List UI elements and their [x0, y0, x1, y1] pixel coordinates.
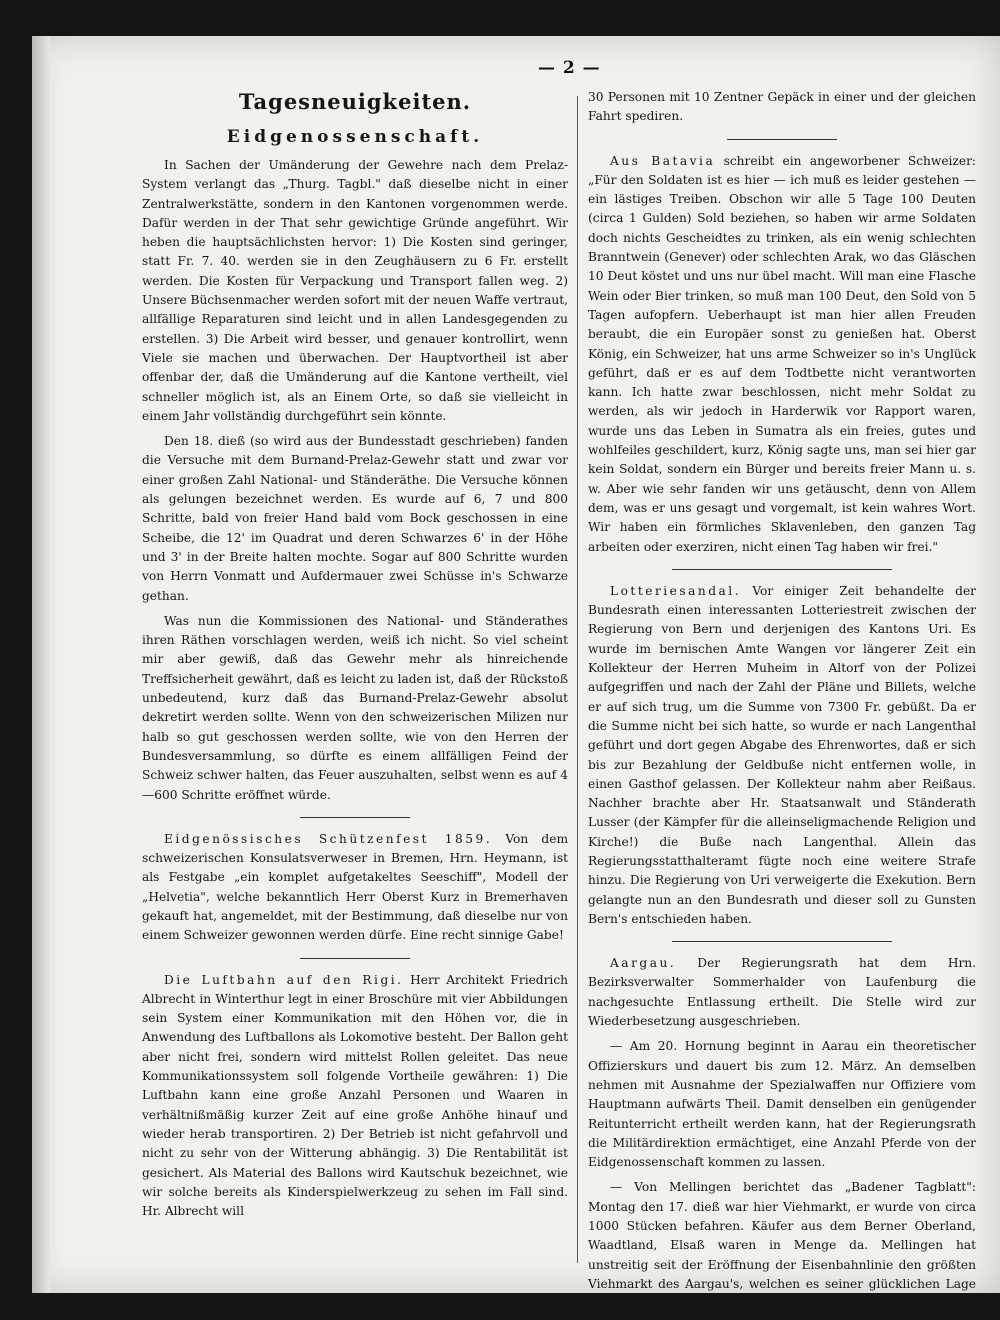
page-title: Tagesneuigkeiten. — [238, 89, 472, 114]
article-paragraph: 30 Personen mit 10 Zentner Gepäck in einer und der gleichen Fahrt spediren. — [588, 90, 976, 124]
article-paragraph: Aus Batavia schreibt ein angeworbener Schweizer: „Für den Soldaten ist es hier — ich muß es leider gestehen — ein lästiges Treiben. Obschon wir alle 5 Tage 100 Deuten (circa 1 Gulden) Sold beziehen, so haben wir arme Soldaten doch nichts Gescheidtes zu trinken, als ein wenig schlechten Branntwein (Genever) oder schlechten Arak, wo das Gläschen 10 Deut köstet und uns nur übel macht. Will man eine Flasche Wein oder Bier trinken, so muß man 100 Deut, den Sold von 5 Tagen aufopfern. Ueberhaupt ist man hier allen Freuden beraubt, die ein Europäer sonst zu genießen hat. Oberst König, ein Schweizer, hat uns arme Schweizer so in's Unglück geführt, daß er es auf dem Todtbette nicht verantworten kann. Ich hatte zwar beschlossen, nicht mehr Soldat zu werden, als wir jedoch in Harderwik vor Rapport waren, wurde uns das Leben in Sumatra als ein freies, gutes und wohlfeiles geschildert, kurz, König sagte uns, man sei hier gar kein Soldat, sondern ein Bürger und bereits freier Mann u. s. w. Aber wie sehr fanden wir uns getäuscht, denn von Allem dem, was er uns gesagt und vorgemalt, ist kein wahres Wort. Wir haben ein förmliches Sklavenleben, den ganzen Tag arbeiten oder exerziren, nicht einen Tag haben wir frei." — [588, 153, 976, 554]
article-paragraph: Den 18. dieß (so wird aus der Bundesstadt geschrieben) fanden die Versuche mit dem Burnand-Prelaz-Gewehr statt und zwar vor einer großen Zahl National- und Ständeräthe. Die Versuche können als gelungen bezeichnet werden. Es wurde auf 6, 7 und 800 Schritte, bald von freier Hand bald vom Bock geschossen in eine Scheibe, die 12' im Quadrat und deren Schwarzes 6' in der Höhe und 3' in der Breite halten mochte. Sogar auf 800 Schritte wurden von Herrn Vonmatt und Aufdermauer zwei Schüsse in's Schwarze gethan. — [142, 434, 568, 603]
article-paragraph: Die Luftbahn auf den Rigi. Herr Architekt Friedrich Albrecht in Winterthur legt in einer Broschüre mit vier Abbildungen sein System einer Kommunikation mit den Höhen vor, die in Anwendung des Luftballons als Lokomotive besteht. Der Ballon geht aber nicht frei, sondern wird mittelst Rollen geleitet. Das neue Kommunikationssystem soll folgende Vortheile gewähren: 1) Die Luftbahn kann eine große Anzahl Personen und Waaren in verhältnißmäßig kurzer Zeit auf eine große Anhöhe hinauf und wieder herab transportiren. 2) Der Betrieb ist nicht gefahrvoll und nicht zu sehr von der Witterung abhängig. 3) Die Rentabilität ist gesichert. Als Material des Ballons wird Kautschuk bezeichnet, wie wir solche bereits als Kinderspielwerkzeug zu sehen im Fall sind. Hr. Albrecht will — [142, 972, 569, 1219]
article-paragraph: Aargau. Der Regierungsrath hat dem Hrn. Bezirksverwalter Sommerhalder von Laufenburg die nachgesuchte Entlassung ertheilt. Die Stelle wird zur Wiederbesetzung ausgeschrieben. — [588, 956, 976, 1029]
article-lead: Eidgenössisches Schützenfest 1859. — [164, 831, 493, 846]
column-divider — [577, 96, 578, 1263]
article-lead: Aus Batavia — [610, 153, 716, 168]
right-column — [588, 88, 976, 1320]
article-paragraph: Lotteriesandal. Vor einiger Zeit behandelte der Bundesrath einen interessanten Lotteriestreit zwischen der Regierung von Bern und derjenigen des Kantons Uri. Es wurde im bernischen Amte Wangen vor längerer Zeit ein Kollekteur der Herren Muheim in Altorf von der Polizei aufgegriffen und nach der Zahl der Pläne und Billets, welche er auf sich trug, um die Summe von 7300 Fr. gebüßt. Da er die Summe nicht bei sich hatte, so wurde er nach Langenthal geführt und dort gegen Abgabe des Ehrenwortes, daß er sich bis zur Bezahlung der Geldbuße nicht entfernen wolle, in einen Gasthof gelassen. Der Kollekteur nahm aber Reißaus. Nachher brachte aber Hr. Staatsanwalt und Ständerath Lusser (der Kämpfer für die alleinseligmachende Religion und Kirche!) die Buße nach Langenthal. Allein das Regierungsstatthalteramt fügte noch eine weitere Strafe hinzu. Die Regierung von Uri verweigerte die Exekution. Bern gelangte nun an den Bundesrath und dieser soll zu Gunsten Bern's entschieden haben. — [588, 583, 977, 926]
section-heading: Eidgenossenschaft. — [226, 127, 484, 147]
article-paragraph: In Sachen der Umänderung der Gewehre nach dem Prelaz-System verlangt das „Thurg. Tagbl." daß dieselbe nicht in einer Zentralwerkstätte, sondern in den Kantonen vorgenommen werde. Dafür werden in der That sehr gewichtige Gründe angeführt. Wir heben die hauptsächlichsten hervor: 1) Die Kosten sind geringer, statt Fr. 7. 40. werden sie in den Zeughäusern zu 6 Fr. erstellt werden. Die Kosten für Verpackung und Transport fallen weg. 2) Unsere Büchsenmacher werden sofort mit der neuen Waffe vertraut, allfällige Reparaturen sind leicht und in allen Landesgegenden zu erstellen. 3) Die Arbeit wird besser, und genauer kontrollirt, wenn Viele sie machen und überwachen. Der Hauptvortheil ist aber offenbar der, daß die Umänderung auf die Kantone vertheilt, viel schneller möglich ist, als an Einem Orte, so daß sie vielleicht in einem Jahr vollständig durchgeführt sein könnte. — [142, 158, 568, 423]
separator-rule — [672, 941, 892, 942]
article-lead: Die Luftbahn auf den Rigi. — [164, 972, 404, 987]
page-edge-shadow — [32, 36, 50, 1293]
separator-rule — [300, 817, 410, 818]
separator-rule — [300, 958, 410, 959]
separator-rule — [727, 139, 837, 140]
article-paragraph: Was nun die Kommissionen des National- und Ständerathes ihren Räthen vorschlagen werden, weiß ich nicht. So viel scheint mir aber gewiß, daß das Gewehr mehr als hinreichende Treffsicherheit gewährt, daß es leicht zu laden ist, daß der Rückstoß unbedeutend, kurz daß das Burnand-Prelaz-Gewehr absolut dekretirt werden sollte. Wenn von den schweizerischen Milizen nur halb so gut geschossen werden sollte, wie von den Herren der Bundesversammlung, so dürfte es einem allfälligen Feind der Schweiz schwer halten, das Feuer auszuhalten, selbst wenn es auf 4—600 Schritte eröffnet würde. — [142, 613, 568, 802]
article-paragraph: — Am 20. Hornung beginnt in Aarau ein theoretischer Offizierskurs und dauert bis zum 12. März. An demselben nehmen mit Ausnahme der Spezialwaffen nur Offiziere vom Hauptmann aufwärts Theil. Damit denselben ein genügender Reitunterricht ertheilt werden kann, hat der Regierungsrath die Militärdirektion ermächtiget, eine Anzahl Pferde von der Eidgenossenschaft kommen zu lassen. — [588, 1039, 976, 1170]
article-paragraph: — Von Mellingen berichtet das „Badener Tagblatt": Montag den 17. dieß war hier Viehmarkt, er wurde von circa 1000 Stücken befahren. Käufer aus dem Berner Oberland, Waadtland, Elsaß waren in Menge da. Mellingen hat unstreitig seit der Eröffnung der Eisenbahnlinie den größten Viehmarkt des Aargau's, welchen es seiner glücklichen Lage als — [588, 1180, 976, 1311]
left-column — [142, 88, 568, 1227]
article-lead: Lotteriesandal. — [610, 583, 742, 598]
article-lead: Aargau. — [610, 956, 677, 971]
separator-rule — [672, 569, 892, 570]
newspaper-page — [32, 36, 1000, 1311]
article-paragraph: Eidgenössisches Schützenfest 1859. Von dem schweizerischen Konsulatsverweser in Bremen, Hrn. Heymann, ist als Festgabe „ein komplet aufgetakeltes Seeschiff", Modell der „Helvetia", welche bekanntlich Herr Oberst Kurz in Bremerhaven gekauft hat, angemeldet, mit der Bestimmung, daß dieselbe nur von einem Schweizer gewonnen werden dürfe. Eine recht sinnige Gabe! — [142, 831, 568, 943]
page-number: — 2 — — [538, 58, 601, 78]
